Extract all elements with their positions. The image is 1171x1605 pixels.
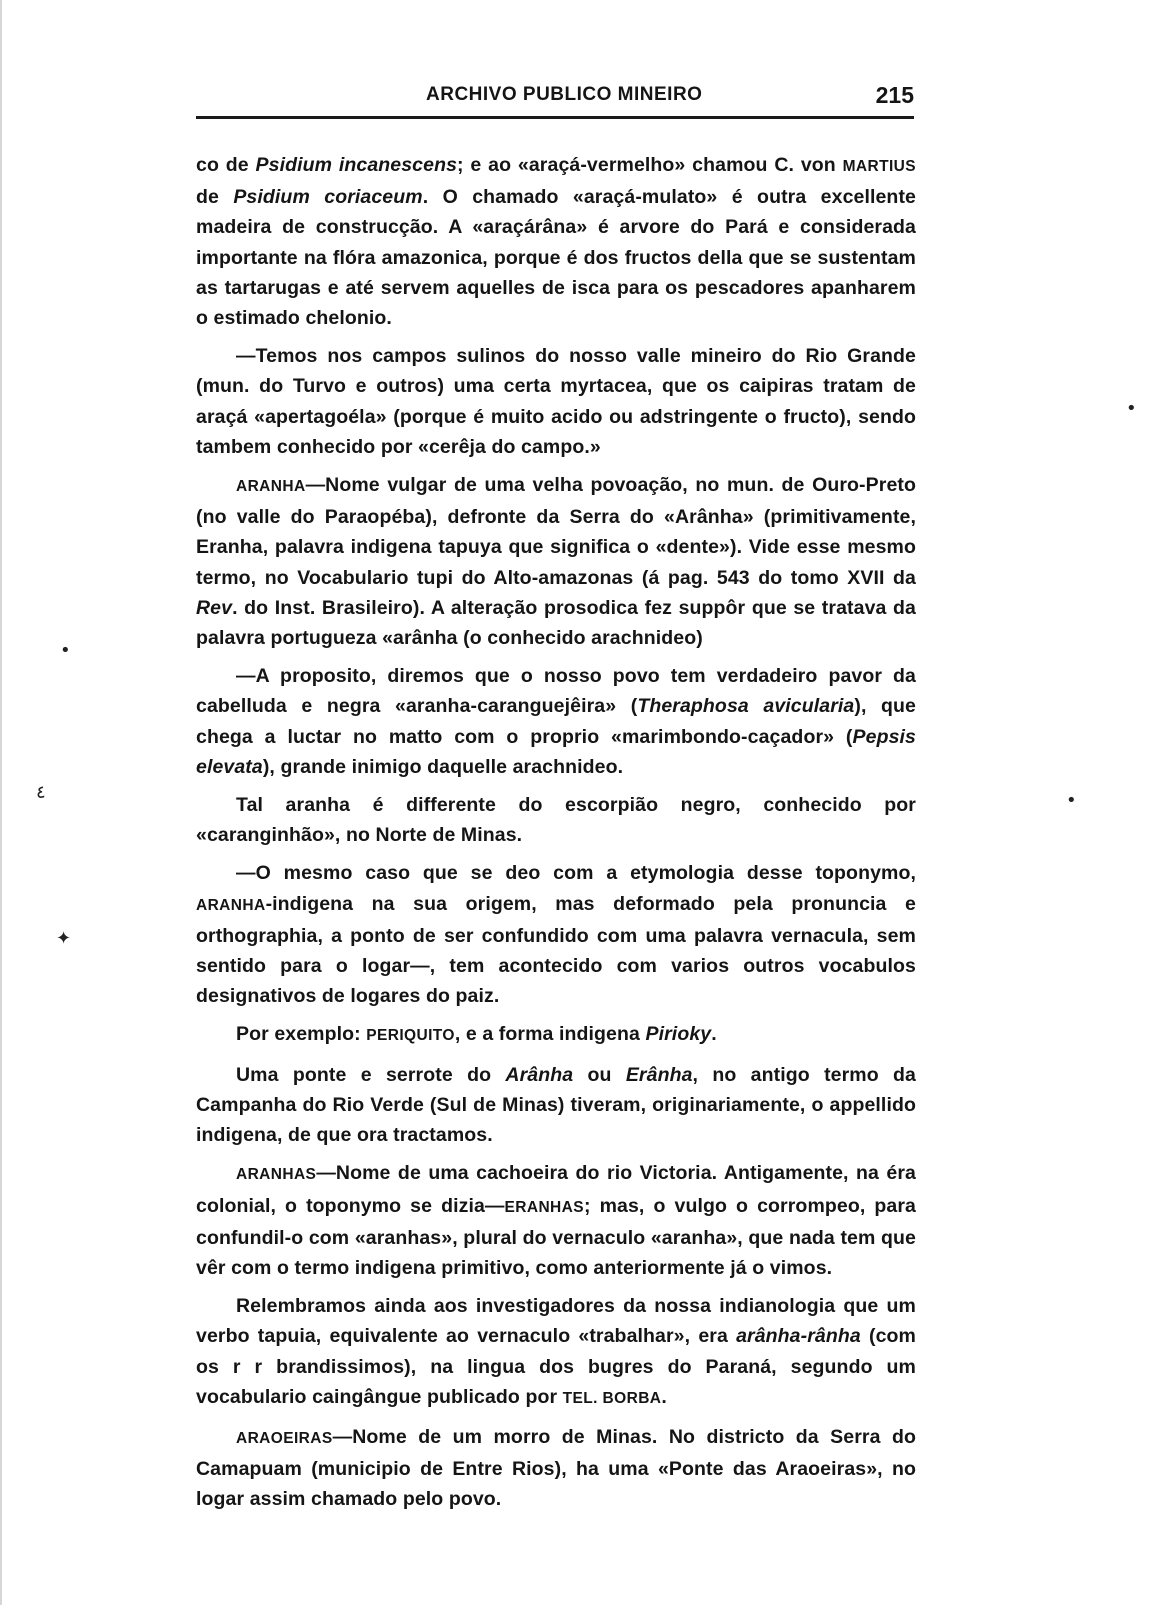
- page-body: [196, 150, 916, 1523]
- text-run: , no antigo termo da Campanha do Rio Verde (Sul de Minas) tiveram, originariamente, o appellido indigena, de que ora tractamos.: [196, 1063, 916, 1147]
- entry-paragraph-aranhas: [196, 1158, 916, 1283]
- text-run: , e a forma indigena: [454, 1023, 646, 1046]
- paragraph: [196, 858, 916, 1011]
- margin-speck: ✦: [56, 928, 72, 949]
- text-run: Por exemplo:: [236, 1023, 367, 1046]
- text-run: ; e ao «araçá-vermelho» chamou C. von: [457, 154, 843, 176]
- text-run: .: [711, 1023, 717, 1046]
- text-run: —Nome vulgar de uma velha povoação, no mun. de Ouro-Preto (no valle do Paraopéba), defronte da Serra do «Arânha» (primitivamente, Eranha, palavra indigena tapuya que significa o «dente»). Vide esse mesmo termo, no Vocabulario tupi do Alto-amazonas (á pag. 543 do tomo XVII da: [196, 474, 916, 589]
- small-caps-term: PERIQUITO: [366, 1027, 455, 1045]
- small-caps-term: MARTIUS: [842, 158, 916, 175]
- italic-term: Theraphosa avicularia: [637, 695, 855, 718]
- text-run: ), grande inimigo daquelle arachnideo.: [262, 755, 624, 778]
- paragraph: [196, 1060, 916, 1151]
- page-number: 215: [875, 82, 914, 108]
- text-run: . do Inst. Brasileiro). A alteração prosodica fez suppôr que se tratava da palavra portugueza «arânha (o conhecido arachnideo): [196, 596, 916, 650]
- text-run: ; mas, o vulgo o corrompeo, para confundil-o com «aranhas», plural do vernaculo «aranha», que nada tem que vêr com o termo indigena primitivo, como anteriormente já o vimos.: [196, 1194, 916, 1279]
- page-left-edge: [0, 0, 2, 1605]
- running-title: ARCHIVO PUBLICO MINEIRO: [426, 84, 703, 105]
- text-run: Relembramos ainda aos investigadores da nossa indianologia que um verbo tapuia, equivalente ao vernaculo «trabalhar», era: [196, 1295, 916, 1348]
- italic-term: Arânha: [505, 1063, 574, 1086]
- italic-term: Psidium coriaceum: [233, 186, 423, 209]
- paragraph: [196, 790, 916, 850]
- text-run: ), que chega a luctar no matto com o proprio «marimbondo-caçador» (: [196, 695, 916, 748]
- italic-term: Erânha: [625, 1063, 693, 1086]
- paragraph: [196, 661, 916, 782]
- small-caps-term: ARANHA: [196, 896, 266, 914]
- entry-paragraph-araoeiras: [196, 1422, 916, 1515]
- paragraph: [196, 341, 916, 462]
- small-caps-term: ARANHAS: [236, 1166, 317, 1184]
- italic-term: Psidium incanescens: [255, 154, 458, 176]
- text-run: -indigena na sua origem, mas deformado pela pronuncia e orthographia, a ponto de ser confundido com uma palavra vernacula, sem sentido para o logar—, tem acontecido com varios outros vocabulos designativos de logares do paiz.: [196, 892, 916, 1008]
- text-run: —A proposito, diremos que o nosso povo tem verdadeiro pavor da cabelluda e negra «aranha-caranguejêira» (: [196, 665, 916, 718]
- italic-term: Pirioky: [645, 1023, 712, 1046]
- small-caps-term: ARANHA: [236, 478, 306, 496]
- margin-speck: •: [1126, 398, 1137, 419]
- text-run: —Nome de um morro de Minas. No districto da Serra do Camapuam (municipio de Entre Rios), ha uma «Ponte das Araoeiras», no logar assim chamado pelo povo.: [196, 1425, 916, 1511]
- text-run: . O chamado «araçá-mulato» é outra excellente madeira de construcção. A «araçárâna» é arvore do Pará e considerada importante na flóra amazonica, porque é dos fructos della que se sustentam as tartarugas e até servem aquelles de isca para os pescadores apanharem o estimado chelonio.: [196, 186, 916, 330]
- text-run: co de: [196, 154, 256, 176]
- small-caps-term: ERANHAS: [504, 1198, 584, 1216]
- italic-term: Rev: [196, 596, 233, 619]
- small-caps-term: TEL. BORBA: [562, 1389, 662, 1407]
- header-rule: [196, 116, 914, 119]
- paragraph: [196, 150, 916, 333]
- text-run: de: [196, 186, 234, 209]
- margin-speck: •: [60, 640, 71, 661]
- text-run: .: [661, 1385, 667, 1408]
- italic-term: Pepsis elevata: [196, 725, 916, 778]
- page-header: [196, 84, 914, 120]
- entry-paragraph-aranha: [196, 470, 916, 653]
- text-run: Uma ponte e serrote do: [236, 1063, 506, 1086]
- margin-speck: •: [1066, 790, 1077, 811]
- italic-term: arânha-rânha: [736, 1325, 861, 1348]
- text-run: (com os r r brandissimos), na lingua dos bugres do Paraná, segundo um vocabulario caingângue publicado por: [196, 1325, 916, 1408]
- paragraph: [196, 1291, 916, 1414]
- margin-speck: ٤: [36, 782, 46, 803]
- text-run: Tal aranha é differente do escorpião negro, conhecido por «caranginhão», no Norte de Minas.: [196, 794, 916, 847]
- text-run: ou: [573, 1063, 626, 1086]
- text-run: —Nome de uma cachoeira do rio Victoria. Antigamente, na éra colonial, o toponymo se dizia—: [196, 1162, 916, 1217]
- paragraph: [196, 1019, 916, 1051]
- text-run: —O mesmo caso que se deo com a etymologia desse toponymo,: [236, 862, 916, 885]
- text-run: —Temos nos campos sulinos do nosso valle mineiro do Rio Grande (mun. do Turvo e outros) uma certa myrtacea, que os caipiras tratam de araçá «apertagoéla» (porque é muito acido ou adstringente o fructo), sendo tambem conhecido por «cerêja do campo.»: [196, 345, 916, 458]
- small-caps-term: ARAOEIRAS: [236, 1429, 333, 1447]
